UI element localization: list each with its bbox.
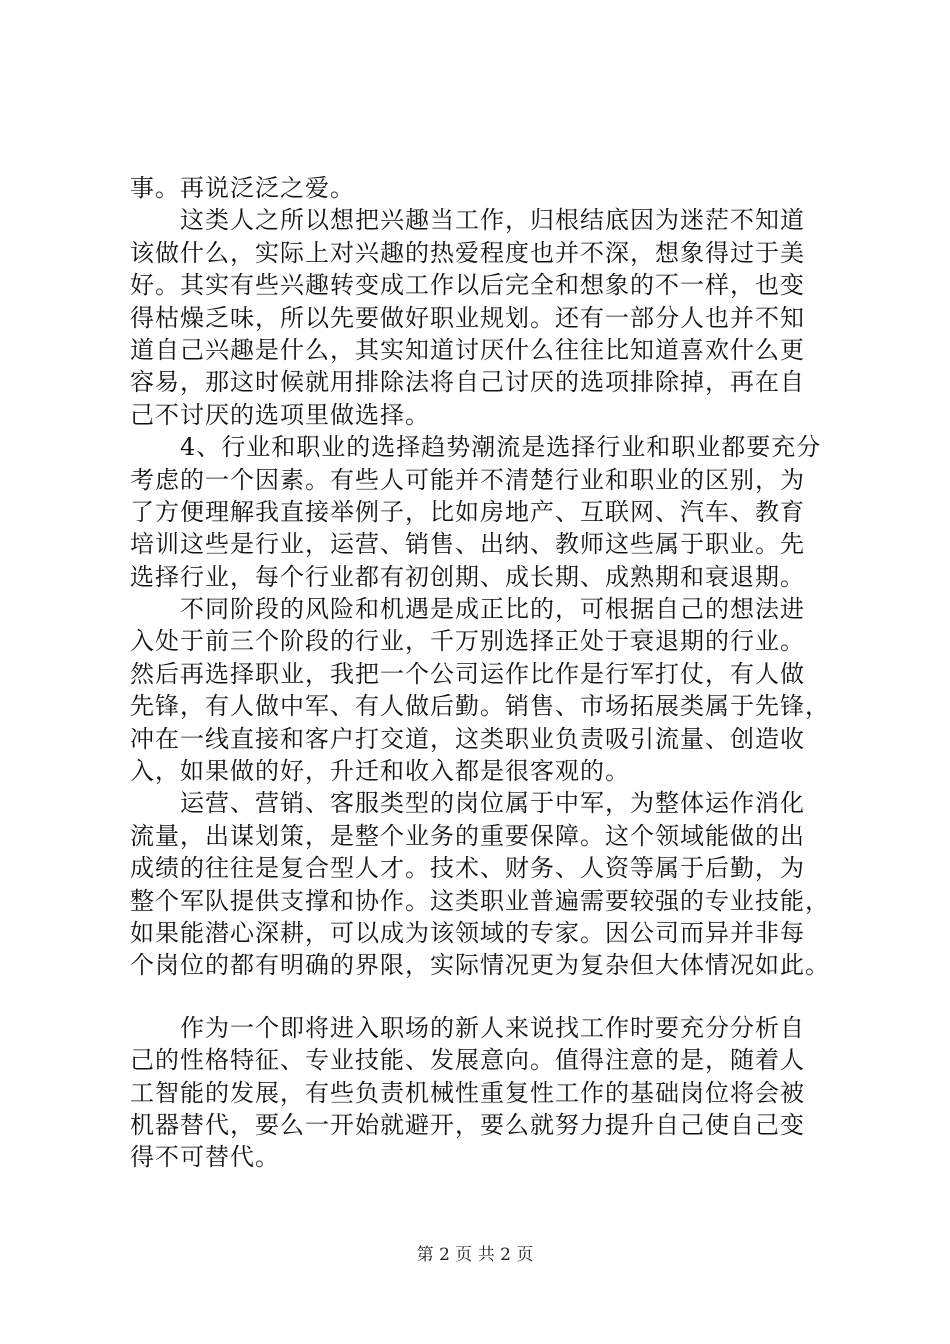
page-number-footer: 第 2 页 共 2 页 <box>416 1245 534 1265</box>
text-line: 选择行业，每个行业都有初创期、成长期、成熟期和衰退期。 <box>130 562 805 591</box>
text-line: 流量，出谋划策，是整个业务的重要保障。这个领域能做的出 <box>130 821 805 850</box>
text-line: 冲在一线直接和客户打交道，这类职业负责吸引流量、创造收 <box>130 724 805 753</box>
text-line: 然后再选择职业，我把一个公司运作比作是行军打仗，有人做 <box>130 659 805 688</box>
text-line: 考虑的一个因素。有些人可能并不清楚行业和职业的区别，为 <box>130 465 805 494</box>
text-line: 不同阶段的风险和机遇是成正比的，可根据自己的想法进 <box>180 595 805 624</box>
paragraph <box>130 431 850 593</box>
text-line: 该做什么，实际上对兴趣的热爱程度也并不深，想象得过于美 <box>130 238 805 267</box>
text-line: 得枯燥乏味，所以先要做好职业规划。还有一部分人也并不知 <box>130 303 805 332</box>
text-line: 4、行业和职业的选择趋势潮流是选择行业和职业都要充分 <box>180 433 822 462</box>
paragraph <box>130 1012 850 1174</box>
text-line: 事。再说泛泛之爱。 <box>130 174 355 202</box>
text-line: 好。其实有些兴趣转变成工作以后完全和想象的不一样，也变 <box>130 271 805 300</box>
text-line: 个岗位的都有明确的界限，实际情况更为复杂但大体情况如此。 <box>130 951 830 980</box>
text-line: 如果能潜心深耕，可以成为该领域的专家。因公司而异并非每 <box>130 918 805 947</box>
text-line: 了方便理解我直接举例子，比如房地产、互联网、汽车、教育 <box>130 497 805 526</box>
text-line: 得不可替代。 <box>130 1143 280 1172</box>
text-line: 工智能的发展，有些负责机械性重复性工作的基础岗位将会被 <box>130 1078 805 1107</box>
document-body <box>130 172 850 1174</box>
text-line: 入，如果做的好，升迁和收入都是很客观的。 <box>130 757 630 786</box>
text-line: 成绩的往往是复合型人才。技术、财务、人资等属于后勤，为 <box>130 854 805 883</box>
text-line: 培训这些是行业，运营、销售、出纳、教师这些属于职业。先 <box>130 530 805 559</box>
text-line: 这类人之所以想把兴趣当工作，归根结底因为迷茫不知道 <box>180 206 805 235</box>
text-line: 入处于前三个阶段的行业，千万别选择正处于衰退期的行业。 <box>130 627 805 656</box>
text-line: 作为一个即将进入职场的新人来说找工作时要充分分析自 <box>180 1013 805 1042</box>
paragraph <box>130 204 850 431</box>
text-line: 道自己兴趣是什么，其实知道讨厌什么往往比知道喜欢什么更 <box>130 335 805 364</box>
text-line: 运营、营销、客服类型的岗位属于中军，为整体运作消化 <box>180 789 805 818</box>
text-line: 己的性格特征、专业技能、发展意向。值得注意的是，随着人 <box>130 1046 805 1075</box>
text-line: 整个军队提供支撑和协作。这类职业普遍需要较强的专业技能， <box>130 886 830 915</box>
text-line: 机器替代，要么一开始就避开，要么就努力提升自己使自己变 <box>130 1110 805 1139</box>
text-line: 容易，那这时候就用排除法将自己讨厌的选项排除掉，再在自 <box>130 368 805 397</box>
paragraph <box>130 593 850 787</box>
paragraph <box>130 172 850 204</box>
text-line: 先锋，有人做中军、有人做后勤。销售、市场拓展类属于先锋， <box>130 692 830 721</box>
paragraph <box>130 787 850 981</box>
paragraph-spacer <box>130 982 850 1012</box>
text-line: 己不讨厌的选项里做选择。 <box>130 400 430 429</box>
